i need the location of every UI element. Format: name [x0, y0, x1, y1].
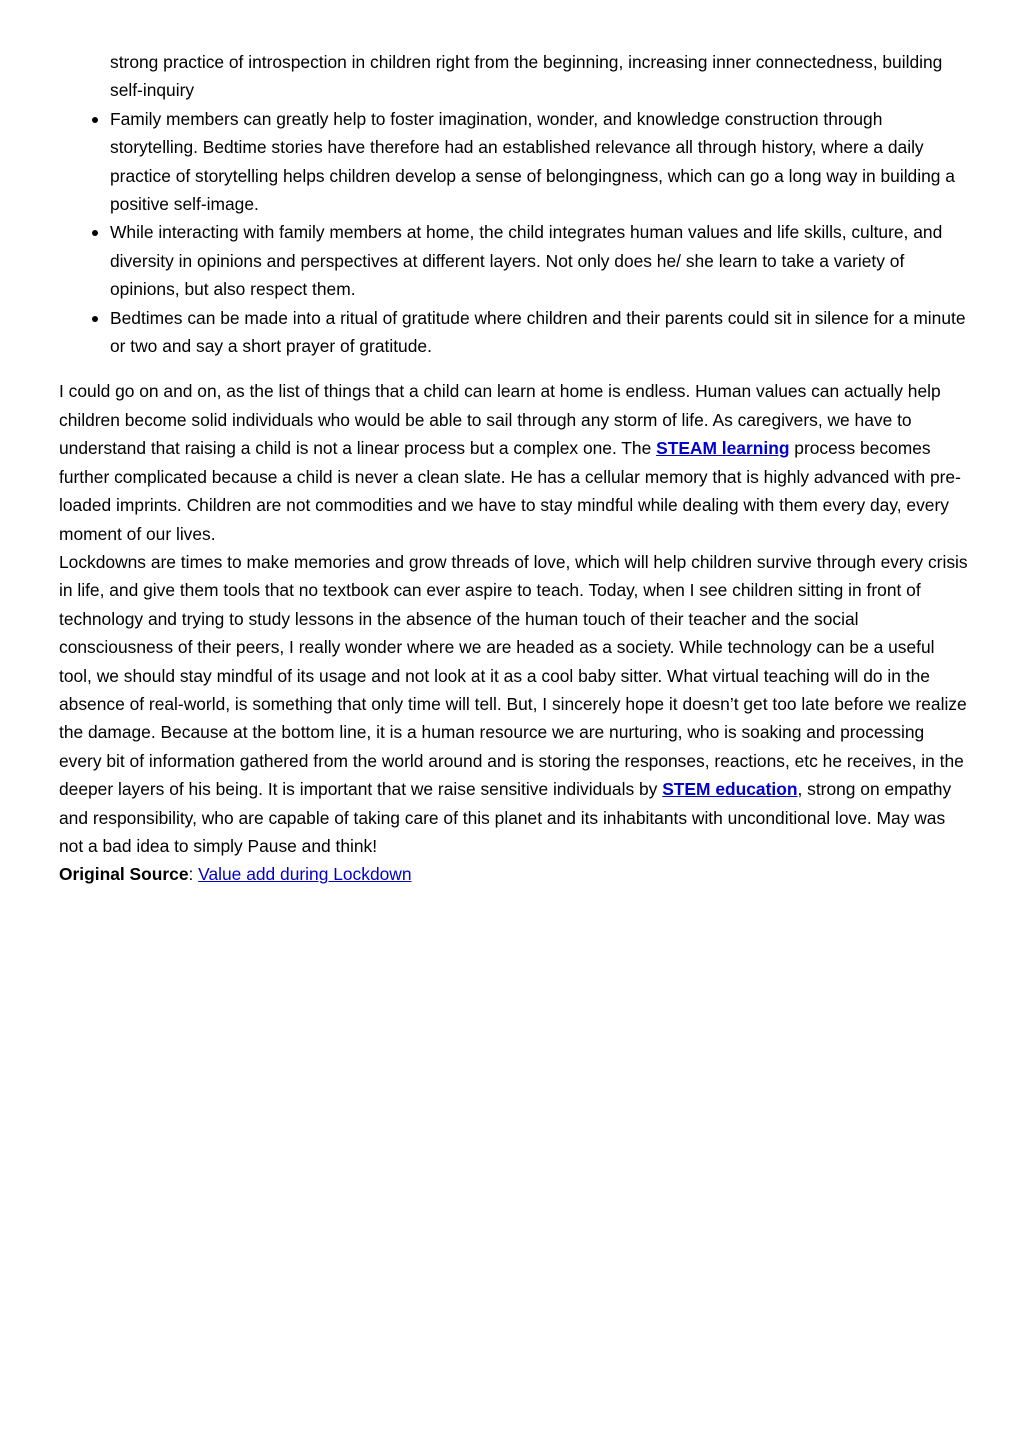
- stem-education-link[interactable]: STEM education: [662, 779, 798, 800]
- paragraph-lockdowns: [59, 548, 971, 860]
- steam-learning-link[interactable]: STEAM learning: [656, 438, 790, 459]
- original-source-line: [59, 860, 971, 888]
- bullet-item-storytelling: Family members can greatly help to foster imagination, wonder, and knowledge construction through storytelling. Bedtime stories have therefore had an established relevance all through history, where a daily practice of storytelling helps children develop a sense of belongingness, which can go a long way in building a positive self-image.: [110, 105, 971, 219]
- bullet-list: [59, 105, 971, 361]
- paragraph2-text-after: , strong on empathy and responsibility, who are capable of taking care of this planet and its inhabitants with unconditional love. May was not a bad idea to simply Pause and think!: [59, 779, 952, 856]
- original-source-separator: :: [188, 864, 199, 885]
- bullet-item-gratitude: Bedtimes can be made into a ritual of gratitude where children and their parents could sit in silence for a minute or two and say a short prayer of gratitude.: [110, 304, 971, 361]
- paragraph1-text-before: I could go on and on, as the list of things that a child can learn at home is endless. Human values can actually help children become solid individuals who would be able to sail through any storm of life. As caregivers, we have to understand that raising a child is not a linear process but a complex one. The: [59, 381, 941, 459]
- paragraph1-text-after: process becomes further complicated because a child is never a clean slate. He has a cellular memory that is highly advanced with pre-loaded imprints. Children are not commodities and we have to stay mindful while dealing with them every day, every moment of our lives.: [59, 438, 961, 544]
- bullet-continuation-text: strong practice of introspection in children right from the beginning, increasing inner connectedness, building self-inquiry: [110, 52, 943, 101]
- bullet-item-human-values: While interacting with family members at home, the child integrates human values and life skills, culture, and diversity in opinions and perspectives at different layers. Not only does he/ she learn to take a variety of opinions, but also respect them.: [110, 218, 971, 303]
- original-source-link[interactable]: Value add during Lockdown: [198, 864, 412, 885]
- paragraph2-text-before: Lockdowns are times to make memories and grow threads of love, which will help children survive through every crisis in life, and give them tools that no textbook can ever aspire to teach. Today, when I see children sitting in front of technology and trying to study lessons in the absence of the human touch of their teacher and the social consciousness of their peers, I really wonder where we are headed as a society. While technology can be a useful tool, we should stay mindful of its usage and not look at it as a cool baby sitter. What virtual teaching will do in the absence of real-world, is something that only time will tell. But, I sincerely hope it doesn’t get too late before we realize the damage. Because at the bottom line, it is a human resource we are nurturing, who is soaking and processing every bit of information gathered from the world around and is storing the responses, reactions, etc he receives, in the deeper layers of his being. It is important that we raise sensitive individuals by: [59, 551, 968, 800]
- document-page: [59, 48, 971, 889]
- original-source-label: Original Source: [59, 864, 189, 885]
- paragraph-list-endless: [59, 377, 971, 547]
